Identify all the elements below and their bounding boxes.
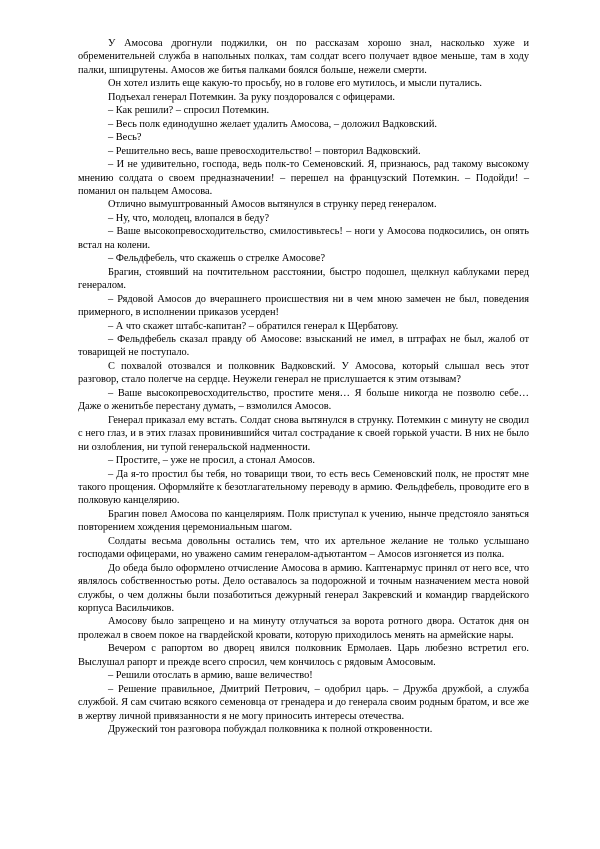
paragraph: У Амосова дрогнули поджилки, он по рассказам хорошо знал, насколько хуже и обременительней служба в напольных полках, там солдат всего получает вдвое меньше, там в ходу палки, шпицрутены. Амосов же битья палками боялся больше, нежели смерти.	[78, 38, 529, 76]
paragraph: Генерал приказал ему встать. Солдат снова вытянулся в струнку. Потемкин с минуту не сводил с него глаз, и в этих глазах провинившийся читал сострадание к своей горькой участи. В них не было ни озлобления, ни тупой генеральской надменности.	[78, 414, 529, 453]
paragraph: Вечером с рапортом во дворец явился полковник Ермолаев. Царь любезно встретил его. Выслушал рапорт и прежде всего спросил, чем кончилось с рядовым Амосовым.	[78, 643, 529, 668]
paragraph: Он хотел излить еще какую-то просьбу, но в голове его мутилось, и мысли путались.	[108, 78, 482, 90]
paragraph: Брагин повел Амосова по канцеляриям. Полк приступал к учению, нынче предстояло заняться повторением хождения церемониальным шагом.	[78, 508, 529, 534]
paragraph: – Ну, что, молодец, влопался в беду?	[108, 212, 270, 224]
paragraph: – Фельдфебель сказал правду об Амосове: взысканий не имел, в штрафах не был, жалоб от товарищей не поступало.	[78, 333, 529, 359]
body-text	[78, 37, 529, 737]
paragraph: – Ваше высокопревосходительство, простите меня… Я больше никогда не позволю себе… Даже о женитьбе перестану думать, – взмолился Амосов.	[78, 387, 529, 413]
paragraph: До обеда было оформлено отчисление Амосова в армию. Каптенармус принял от него все, что являлось собственностью роты. Дело оставалось за подорожной и точным назначением места новой службы, о чем должны были позаботиться дежурный генерал Закревский и командир гвардейского корпуса Васильчиков.	[78, 562, 529, 615]
paragraph: Отлично вымуштрованный Амосов вытянулся в струнку перед генералом.	[108, 199, 437, 211]
paragraph: – И не удивительно, господа, ведь полк-то Семеновский. Я, признаюсь, рад такому высокому мнению солдата о своем предназначении! – перешел на французский Потемкин. – Подойди! – поманил он пальцем Амосова.	[78, 159, 529, 197]
paragraph: – Рядовой Амосов до вчерашнего происшествия ни в чем мною замечен не был, поведения примерного, в исполнении приказов усерден!	[78, 293, 529, 319]
paragraph: – Решили отослать в армию, ваше величество!	[108, 670, 313, 682]
paragraph: – Простите, – уже не просил, а стонал Амосов.	[108, 455, 316, 467]
paragraph: Брагин, стоявший на почтительном расстоянии, быстро подошел, щелкнул каблуками перед генералом.	[78, 266, 529, 292]
paragraph: Подъехал генерал Потемкин. За руку поздоровался с офицерами.	[108, 91, 395, 103]
paragraph: – Да я-то простил бы тебя, но товарищи твои, то есть весь Семеновский полк, не простят мне такого прощения. Оформляйте к безотлагательному переводу в армию. Фельдфебель, проводите его в полковую канцелярию.	[78, 468, 529, 507]
paragraph: Дружеский тон разговора побуждал полковника к полной откровенности.	[108, 724, 433, 736]
paragraph: С похвалой отозвался и полковник Вадковский. У Амосова, который слышал весь этот разговор, стало полегче на сердце. Неужели генерал не прислушается к этим отзывам?	[78, 360, 529, 386]
paragraph: – Решение правильное, Дмитрий Петрович, – одобрил царь. – Дружба дружбой, а служба службой. Я сам считаю всякого семеновца от гренадера и до генерала своим родным братом, и все же в жертву личной привязанности я не могу приносить интересы отечества.	[78, 683, 529, 722]
paragraph: – Весь?	[108, 132, 142, 144]
paragraph: – Ваше высокопревосходительство, смилостивьтесь! – ноги у Амосова подкосились, он опять встал на колени.	[78, 226, 529, 251]
paragraph: – Как решили? – спросил Потемкин.	[108, 105, 270, 117]
paragraph: – А что скажет штабс-капитан? – обратился генерал к Щербатову.	[108, 320, 399, 332]
paragraph: – Фельдфебель, что скажешь о стрелке Амосове?	[108, 253, 326, 265]
paragraph: – Решительно весь, ваше превосходительство! – повторил Вадковский.	[108, 145, 421, 157]
paragraph: – Весь полк единодушно желает удалить Амосова, – доложил Вадковский.	[108, 118, 437, 130]
paragraph: Амосову было запрещено и на минуту отлучаться за ворота ротного двора. Остаток дня он пролежал в своем покое на гвардейской кровати, которую приходилось менять на армейские нары.	[78, 616, 529, 641]
paragraph: Солдаты весьма довольны остались тем, что их артельное желание не только услышано господами офицерами, но уважено самим генералом-адъютантом – Амосов изгоняется из полка.	[78, 535, 529, 561]
